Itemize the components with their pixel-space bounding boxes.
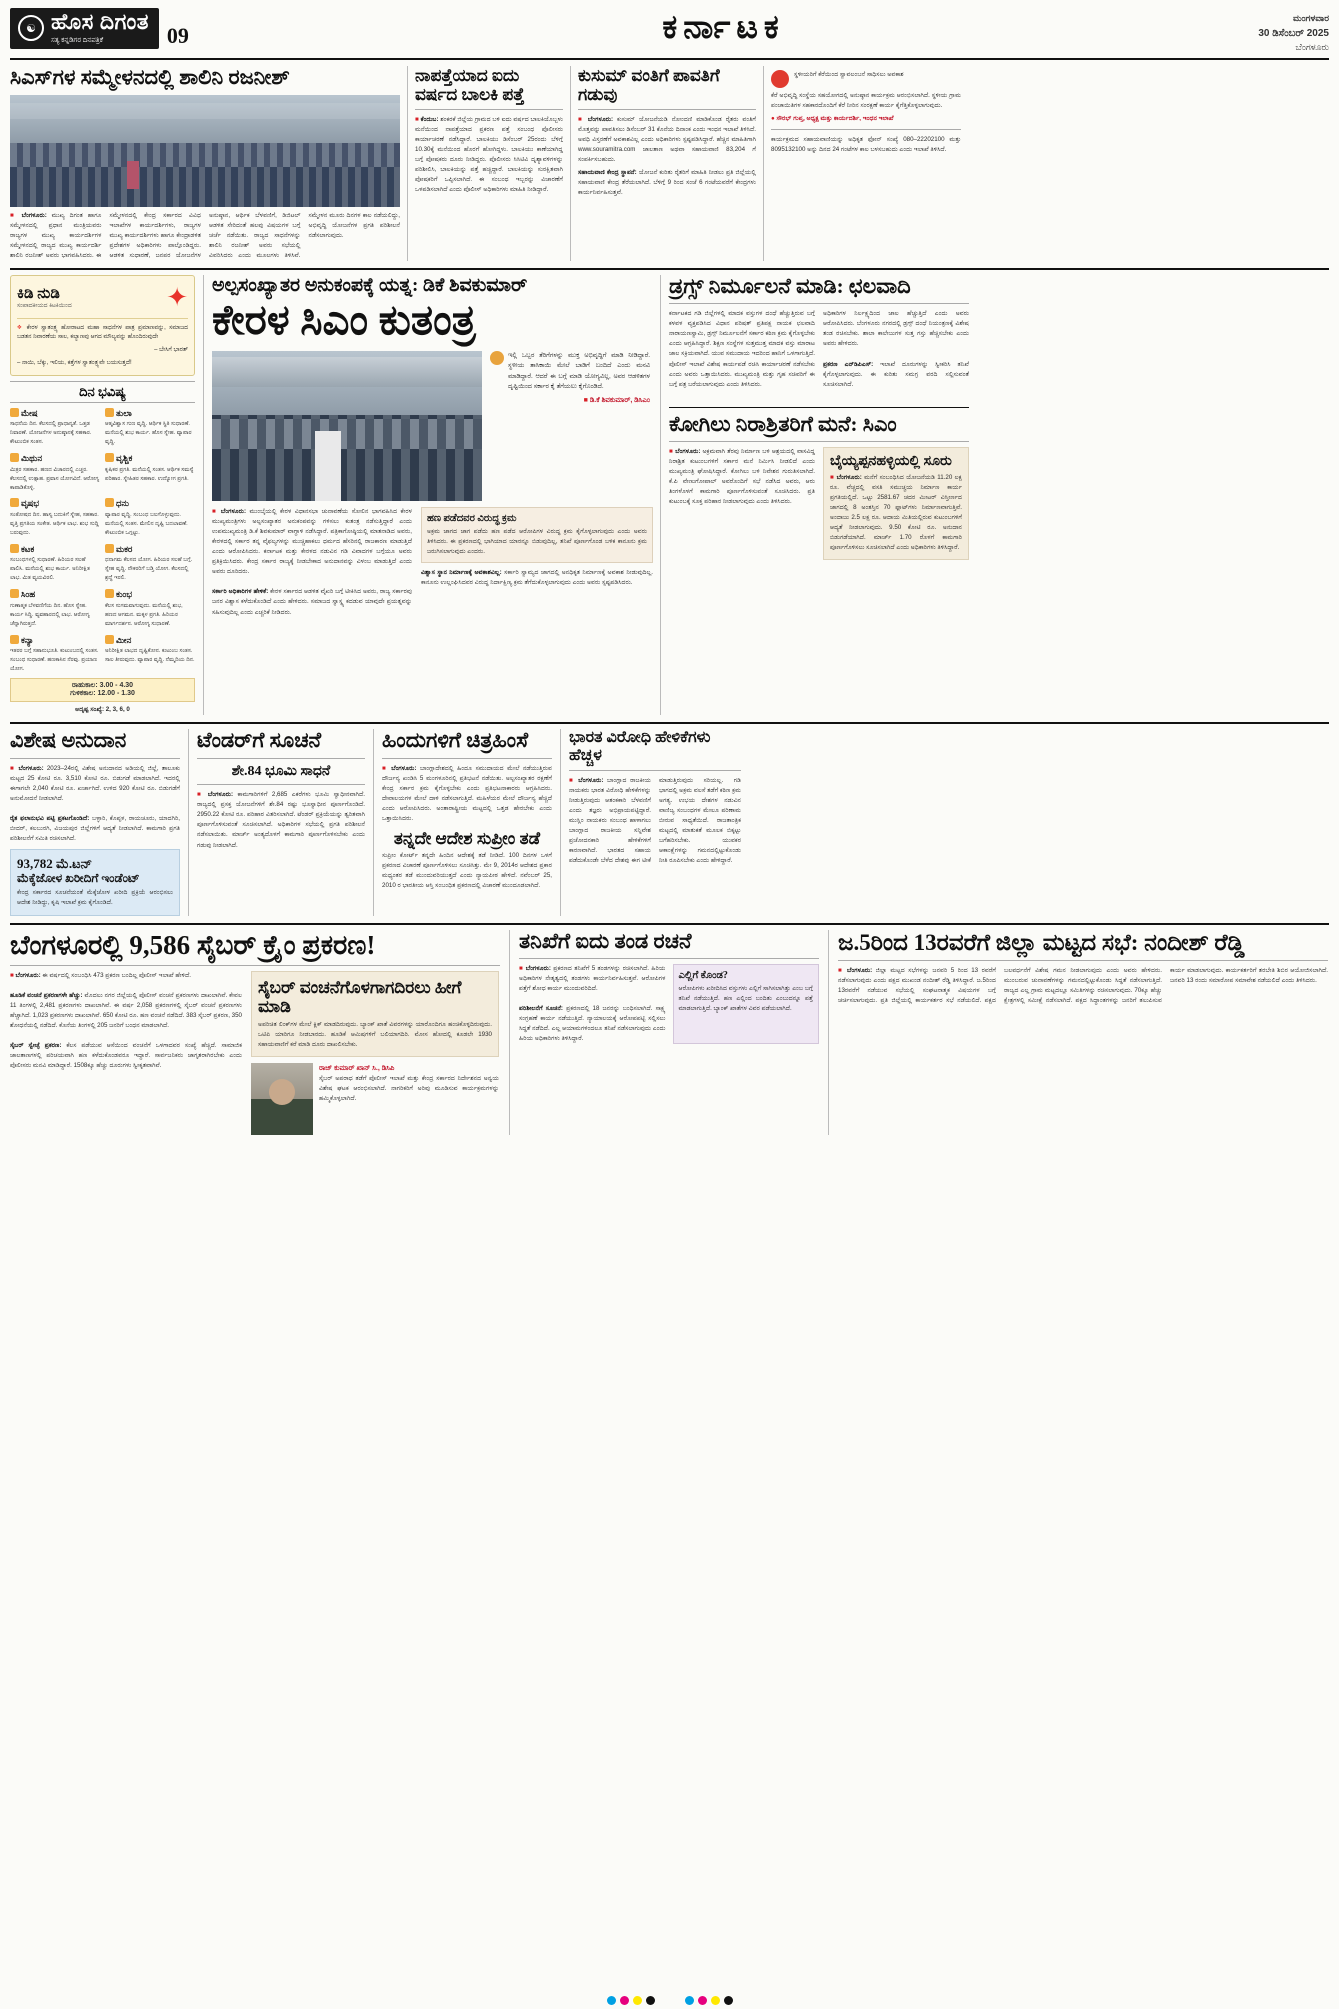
story-body: ■ ಬೆಂಗಳೂರು: ಪ್ರಕರಣದ ತನಿಖೆಗೆ 5 ತಂಡಗಳನ್ನು ರಚಿಸಲಾಗಿದೆ. ಹಿರಿಯ ಅಧಿಕಾರಿಗಳ ನೇತೃತ್ವದಲ್ಲಿ ತಂಡಗಳು ಕಾರ್ಯನಿರ್ವಹಿಸುತ್ತವೆ. ಆರೋಪಿಗಳ ಪತ್ತೆಗೆ ಶೋಧ ಕಾರ್ಯ ಮುಂದುವರಿದಿದೆ. ಪರಿಶೀಲನೆಗೆ ಸೂಚನೆ: ಪ್ರಕರಣದಲ್ಲಿ 18 ಜನರನ್ನು ಬಂಧಿಸಲಾಗಿದೆ. ಸಾಕ್ಷ್ಯ ಸಂಗ್ರಹಣೆ ಕಾರ್ಯ ನಡೆಯುತ್ತಿದೆ. ನ್ಯಾಯಾಲಯಕ್ಕೆ ಆರೋಪಪಟ್ಟಿ ಸಲ್ಲಿಸಲು ಸಿದ್ಧತೆ ನಡೆದಿದೆ. ಎಲ್ಲ ಆಯಾಮಗಳಿಂದಲೂ ತನಿಖೆ ನಡೆಸಲಾಗುವುದು ಎಂದು ಹಿರಿಯ ಅಧಿಕಾರಿಗಳು ತಿಳಿಸಿದ್ದಾರೆ.: [519, 965, 666, 1043]
tip-line-1: – ಬೇಸಿಗೆ ಭಾರತ್: [154, 347, 188, 354]
story-headline: ನಾಪತ್ತೆಯಾದ ಐದು ವರ್ಷದ ಬಾಲಕಿ ಪತ್ತೆ: [415, 66, 525, 105]
story-lead: ಸ್ಥಳೀಯರಿಗೆ ಕೆರೆಯಿಂದ ಸ್ವಾವಲಂಬನೆ ಸಾಧಿಸಲು ಅವಕಾಶ: [794, 71, 904, 78]
story-missing-girl: [415, 66, 563, 261]
where-bought-box: ಎಲ್ಲಿಗೆ ಕೊಂಡ? ಆರೋಪಿಗಳು ಖರೀದಿಸಿದ ವಸ್ತುಗಳು ಎಲ್ಲಿಗೆ ಸಾಗಿಸಲಾಗಿತ್ತು ಎಂಬ ಬಗ್ಗೆ ತನಿಖೆ ನಡೆಯುತ್ತಿದೆ. ಹಣ ಎಲ್ಲಿಂದ ಬಂದಿತು ಎಂಬುದನ್ನೂ ಪತ್ತೆ ಮಾಡಲಾಗುತ್ತಿದೆ. ಬ್ಯಾಂಕ್ ಖಾತೆಗಳ ವಿವರ ಪಡೆಯಲಾಗಿದೆ.: [673, 964, 820, 1044]
sidebar: [10, 275, 195, 715]
lucky-number: ಅದೃಷ್ಟ ಸಂಖ್ಯೆ: 2, 3, 6, 0: [75, 706, 130, 714]
zodiac-grid: [10, 407, 195, 674]
story-lake-selfreliance: [771, 66, 961, 261]
story-body-2: ಕಾರ್ಯಕ್ರಮದ ಸಹಾಯವಾಣಿಯನ್ನು ಅಧಿಕೃತ ಫೋನ್ ಸಂಖ್ಯೆ 080–22202100 ಮತ್ತು 8095132100 ಅನ್ನು ದಿನದ 24 ಗಂಟೆಗಳ ಕಾಲ ಬಳಸಬಹುದು ಎಂದು ಇಲಾಖೆ ತಿಳಿಸಿದೆ.: [771, 136, 961, 154]
zodiac-item: ಕಟಕ ಸಂಬಂಧಗಳಲ್ಲಿ ಸುಧಾರಣೆ. ಹಿರಿಯರ ಸಲಹೆ ಪಾಲಿಸಿ. ಮನೆಯಲ್ಲಿ ಶುಭ ಕಾರ್ಯ. ಅನಿರೀಕ್ಷಿತ ಲಾಭ. ಮಿತ ವ್ಯಯವಿರಲಿ.: [10, 543, 90, 582]
story-body: ■ ಕೆಂದುಬ: ಶಂಕರಕೆ ಜಿಲ್ಲೆಯ ಗ್ರಾಮದ ಬಳಿ ಐದು ವರ್ಷದ ಬಾಲಕಿಯೊಬ್ಬಳು ಮನೆಯಿಂದ ನಾಪತ್ತೆಯಾದ ಪ್ರಕರಣ ಪತ್ತೆ ಸಂಬಂಧ ಪೊಲೀಸರು ಕಾರ್ಯಾಚರಣೆ ನಡೆಸಿದ್ದಾರೆ. ಬಾಲಕಿಯು ಡಿಸೆಂಬರ್ 25ರಂದು ಬೆಳಿಗ್ಗೆ 10.30ಕ್ಕೆ ಮನೆಯಿಂದ ಹೊರಗೆ ಹೋಗಿದ್ದಳು. ಬಾಲಕಿಯು ಕಾಣೆಯಾಗಿದ್ದ ಬಗ್ಗೆ ಪೋಷಕರು ದೂರು ನೀಡಿದ್ದರು. ಪೊಲೀಸರು ಸಿಸಿಟಿವಿ ದೃಶ್ಯಾವಳಿಗಳನ್ನು ಪರಿಶೀಲಿಸಿ, ಬಾಲಕಿಯನ್ನು ಪತ್ತೆ ಹಚ್ಚಿದ್ದಾರೆ. ಬಾಲಕಿಯನ್ನು ಸುರಕ್ಷಿತವಾಗಿ ಪೋಷಕರಿಗೆ ಒಪ್ಪಿಸಲಾಗಿದೆ. ಈ ಸಂಬಂಧ ಇಬ್ಬರನ್ನು ವಿಚಾರಣೆಗೆ ಒಳಪಡಿಸಲಾಗಿದೆ ಎಂದು ಪೊಲೀಸ್ ಅಧಿಕಾರಿಗಳು ಮಾಹಿತಿ ನೀಡಿದ್ದಾರೆ.: [415, 116, 563, 194]
cmyk-registration-marks: [607, 1996, 733, 2005]
officer-photo: [251, 1063, 313, 1135]
sagittarius-icon: [105, 498, 114, 507]
drugs-headline: ಡ್ರಗ್ಸ್ ನಿರ್ಮೂಲನೆ ಮಾಡಿ: ಛಲವಾದಿ: [669, 273, 911, 298]
zodiac-heading: ದಿನ ಭವಿಷ್ಯ: [10, 381, 195, 403]
taurus-icon: [10, 453, 19, 462]
conference-photo: [10, 95, 400, 207]
kogilu-headline: ಕೋಗಿಲು ನಿರಾಶ್ರಿತರಿಗೆ ಮನೆ: ಸಿಎಂ: [669, 411, 897, 436]
drugs-body: ಕರ್ನಾಟಕದ ಗಡಿ ಜಿಲ್ಲೆಗಳಲ್ಲಿ ಮಾದಕ ವಸ್ತುಗಳ ದಂಧೆ ಹೆಚ್ಚುತ್ತಿರುವ ಬಗ್ಗೆ ಕಳವಳ ವ್ಯಕ್ತಪಡಿಸಿದ ವಿಧಾನ ಪರಿಷತ್ ಪ್ರತಿಪಕ್ಷ ನಾಯಕ ಛಲವಾದಿ ನಾರಾಯಣಸ್ವಾಮಿ, ಡ್ರಗ್ಸ್ ನಿರ್ಮೂಲನೆಗೆ ಸರ್ಕಾರ ಕಠಿಣ ಕ್ರಮ ಕೈಗೊಳ್ಳಬೇಕು ಎಂದು ಆಗ್ರಹಿಸಿದ್ದಾರೆ. ಶಿಕ್ಷಣ ಸಂಸ್ಥೆಗಳ ಸುತ್ತಮುತ್ತ ಮಾದಕ ವಸ್ತು ಮಾರಾಟ ಜಾಲ ಸಕ್ರಿಯವಾಗಿದೆ. ಯುವ ಸಮುದಾಯ ಇದರಿಂದ ಹಾನಿಗೆ ಒಳಗಾಗುತ್ತಿದೆ. ಪೊಲೀಸ್ ಇಲಾಖೆ ವಿಶೇಷ ಕಾರ್ಯಪಡೆ ರಚಿಸಿ ಕಾರ್ಯಾಚರಣೆ ನಡೆಸಬೇಕು ಎಂದು ಅವರು ಒತ್ತಾಯಿಸಿದರು. ಮುಖ್ಯಮಂತ್ರಿ ಮತ್ತು ಗೃಹ ಸಚಿವರಿಗೆ ಈ ಬಗ್ಗೆ ಪತ್ರ ಬರೆಯಲಾಗುವುದು ಎಂದು ತಿಳಿಸಿದರು. ಅಧಿಕಾರಿಗಳ ನಿರ್ಲಕ್ಷ್ಯದಿಂದ ಜಾಲ ಹೆಚ್ಚುತ್ತಿದೆ ಎಂದು ಅವರು ಆರೋಪಿಸಿದರು. ಬೆಂಗಳೂರು ನಗರದಲ್ಲಿ ಡ್ರಗ್ಸ್ ದಂಧೆ ನಿಯಂತ್ರಣಕ್ಕೆ ವಿಶೇಷ ತಂಡ ರಚಿಸಬೇಕು. ಶಾಲಾ ಕಾಲೇಜುಗಳ ಸುತ್ತ ಗಸ್ತು ಹೆಚ್ಚಿಸಬೇಕು ಎಂದು ಅವರು ಹೇಳಿದರು. ಪ್ರಕರಣ ಎನ್‌ಡಿಪಿಎಸ್: ಇಲಾಖೆ ದೂರುಗಳನ್ನು ಸ್ವೀಕರಿಸಿ ತನಿಖೆ ಕೈಗೊಳ್ಳಲಾಗುವುದು. ಈ ಕುರಿತು ಸಮಗ್ರ ವರದಿ ಸಲ್ಲಿಸುವಂತೆ ಸೂಚಿಸಲಾಗಿದೆ.: [669, 310, 969, 388]
story-five-teams: [519, 930, 819, 1135]
zodiac-item: ವೃಶ್ಚಿಕ ಕೃಷಿಕರ ಪ್ರಗತಿ. ಮನೆಯಲ್ಲಿ ಸಂತಸ. ಆರ್ಥಿಕ ಸಮಸ್ಯೆ ಪರಿಹಾರ. ಸ್ನೇಹಿತರ ಸಹಕಾರ. ಉದ್ಯೋಗ ಪ್ರಗತಿ.: [105, 453, 194, 482]
zodiac-item: ಧನು ವ್ಯಾಪಾರ ವೃದ್ಧಿ. ಸಂಬಂಧ ಬಲಗೊಳ್ಳುವುದು. ಮನೆಯಲ್ಲಿ ಸಂತಸ. ಮೇಲಿನ ದೃಷ್ಟಿ ಬದಲಾವಣೆ. ಕೌಟುಂಬಿಕ ಒಗ್ಗಟ್ಟು.: [105, 498, 188, 536]
story-headline: ತನಿಖೆಗೆ ಐದು ತಂಡ ರಚನೆ: [519, 928, 692, 953]
section-title: ಕರ್ನಾಟಕ: [662, 10, 785, 46]
page-number: 09: [166, 23, 189, 48]
story-headline: ಹಿಂದುಗಳಿಗೆ ಚಿತ್ರಹಿಂಸೆ: [382, 728, 529, 753]
officer-caption: ರಾಜ್ ಕುಮಾರ್ ಖಾನ್ ಸಿ., ಡಿಸಿಪಿ ಸೈಬರ್ ಅಪರಾಧ ತಡೆಗೆ ಪೊಲೀಸ್ ಇಲಾಖೆ ಮತ್ತು ಕೇಂದ್ರ ಸರ್ಕಾರದ ನಿರ್ದೇಶನದ ಅನ್ವಯ ವಿಶೇಷ ಘಟಕ ಆರಂಭಿಸಲಾಗಿದೆ. ನಾಗರಿಕರಿಗೆ ಅರಿವು ಮೂಡಿಸುವ ಕಾರ್ಯಕ್ರಮಗಳನ್ನು ಹಮ್ಮಿಕೊಳ್ಳಲಾಗಿದೆ.: [251, 1063, 499, 1135]
logo-title: ಹೊಸ ದಿಗಂತ: [51, 9, 149, 34]
story-headline: ಸಿಎಸ್‌ಗಳ ಸಮ್ಮೇಳನದಲ್ಲಿ ಶಾಲಿನಿ ರಜನೀಶ್: [10, 65, 290, 89]
story-anti-india: [569, 729, 741, 915]
capricorn-icon: [105, 544, 114, 553]
story-body: ■ ಬೆಂಗಳೂರು: 2023–24ರಲ್ಲಿ ವಿಶೇಷ ಅನುದಾನದ ಅಡಿಯಲ್ಲಿ ಜಿಲ್ಲೆ, ತಾಲೂಕು ಮಟ್ಟದ 25 ಕೋಟಿ ರೂ. 3,510 ಕೋಟಿ ರೂ. ಬಿಡುಗಡೆ ಮಾಡಲಾಗಿದೆ. ಇದರಲ್ಲಿ ಈಗಾಗಲೇ 2,040 ಕೋಟಿ ರೂ. ಖರ್ಚಾಗಿದೆ. ಉಳಿದ 920 ಕೋಟಿ ರೂ. ಬಿಡುಗಡೆಗೆ ಅನುಮೋದನೆ ನೀಡಲಾಗಿದೆ. ರೈತ ಫಲಾನುಭವಿ ಪಟ್ಟಿ ಪ್ರಕಟಗೊಂಡಿದೆ: ಬಳ್ಳಾರಿ, ಕೊಪ್ಪಳ, ರಾಯಚೂರು, ಯಾದಗಿರಿ, ಬೀದರ್, ಕಲಬುರಗಿ, ವಿಜಯಪುರ ಜಿಲ್ಲೆಗಳಿಗೆ ಆದ್ಯತೆ ನೀಡಲಾಗಿದೆ. ಕಾಮಗಾರಿ ಪ್ರಗತಿ ಪರಿಶೀಲನೆಗೆ ಸಮಿತಿ ರಚಿಸಲಾಗಿದೆ.: [10, 764, 180, 842]
pull-body: ಸುಪ್ರೀಂ ಕೋರ್ಟ್ ತನ್ನದೇ ಹಿಂದಿನ ಆದೇಶಕ್ಕೆ ತಡೆ ನೀಡಿದೆ. 100 ದಿನಗಳ ಒಳಗೆ ಪ್ರಕರಣದ ವಿಚಾರಣೆ ಪೂರ್ಣಗೊಳಿಸಲು ಸೂಚಿಸಿತ್ತು. ಮೇ 9, 2014ರ ಆದೇಶದ ಪ್ರಕಾರ ಮಧ್ಯಂತರ ತಡೆ ಮುಂದುವರಿಯುತ್ತದೆ ಎಂದು ನ್ಯಾಯಪೀಠ ಹೇಳಿದೆ. ನವೆಂಬರ್ 25, 2010 ರ ಭಾರತೀಯ ಆಸ್ತಿ ಸಂಬಂಧಿತ ಪ್ರಕರಣದಲ್ಲಿ ವಿಚಾರಣೆ ಮುಂದೂಡಲಾಗಿದೆ.: [382, 851, 552, 890]
lead-photo: [212, 351, 482, 501]
masthead: [10, 8, 1329, 60]
story-headline: ಟೆಂಡರ್‌ಗೆ ಸೂಚನೆ: [197, 728, 322, 753]
aquarius-icon: [105, 589, 114, 598]
tip-line-0: ❖ ಕೇರಳ ಸ್ವಾತಂತ್ರ್ಯ ಹೋರಾಟದ ಮಹಾ ಸಾಧನೆಗಳ ಪಾತ್ರ ಪ್ರಮಾಣವನ್ನು, ಸಮಾಜದ ಬಡತನ ನಿವಾರಣೆಯ ಸಾಲ, ಕಲ್ಯಾಣವು ಆಗದ ಮೌಲ್ಯವನ್ನು ಹೊಂದಿರುವುದೇ: [17, 324, 188, 341]
quote-attribution: ■ ಡಿ.ಕೆ ಶಿವಕುಮಾರ್, ಡಿಸಿಎಂ: [583, 396, 650, 404]
story-hindu-torture: [382, 729, 552, 915]
pisces-icon: [105, 635, 114, 644]
byappanahalli-box: ಬೈಯ್ಯಪ್ಪನಹಳ್ಳಿಯಲ್ಲಿ ಸೂರು ■ ಬೆಂಗಳೂರು: ಮನೆಗೆ ಸಂಬಂಧಿಸಿದ ಯೋಜನೆಯಡಿ 11.20 ಲಕ್ಷ ರೂ. ವೆಚ್ಚದಲ್ಲಿ ವಸತಿ ಸಮುಚ್ಚಯ ನಿರ್ಮಾಣ ಕಾರ್ಯ ಪ್ರಗತಿಯಲ್ಲಿದೆ. ಒಟ್ಟು 2581.67 ಚದರ ಮೀಟರ್ ವಿಸ್ತೀರ್ಣದ ಜಾಗದಲ್ಲಿ 8 ಅಂತಸ್ತಿನ 70 ಫ್ಲಾಟ್‌ಗಳು ನಿರ್ಮಾಣವಾಗುತ್ತಿವೆ. ಅಂದಾಜು 2.5 ಲಕ್ಷ ರೂ. ಆದಾಯ ಮಿತಿಯಲ್ಲಿರುವ ಕುಟುಂಬಗಳಿಗೆ ಆದ್ಯತೆ ನೀಡಲಾಗುವುದು. 9.50 ಕೋಟಿ ರೂ. ಅನುದಾನ ಬಿಡುಗಡೆಯಾಗಿದೆ. ಮಾರ್ಚ್ 1.70 ರೊಳಗೆ ಕಾಮಗಾರಿ ಪೂರ್ಣಗೊಳಿಸಲು ಸೂಚಿಸಲಾಗಿದೆ ಎಂದು ಅಧಿಕಾರಿಗಳು ತಿಳಿಸಿದ್ದಾರೆ.: [823, 447, 969, 560]
logo-subtitle: ಸತ್ಯ ಕನ್ನಡಿಗರ ದಿನಪತ್ರಿಕೆ: [51, 36, 104, 44]
zodiac-item: ಮೀನ ಅನಿರೀಕ್ಷಿತ ಲಾಭದ ದೃಷ್ಟಿಕೋನ. ಕುಟುಂಬ ಸಂತಸ. ಸಾಲ ತೀರುವುದು. ವ್ಯಾಪಾರ ವೃದ್ಧಿ. ನೆಮ್ಮದಿಯ ದಿನ.: [105, 634, 195, 664]
edition-label: ಬೆಂಗಳೂರು: [1295, 41, 1329, 52]
libra-icon: [105, 408, 114, 417]
action-box: ಹಣ ಪಡೆದವರ ವಿರುದ್ಧ ಕ್ರಮ ಅಕ್ರಮ ಜಾಗದ ಜಾಗ ಪಡೆದು ಹಣ ಪಡೆದ ಆರೋಪಿಗಳ ವಿರುದ್ಧ ಕ್ರಮ ಕೈಗೊಳ್ಳಲಾಗುವುದು ಎಂದು ಅವರು ತಿಳಿಸಿದರು. ಈ ಪ್ರಕರಣದಲ್ಲಿ ಭಾಗಿಯಾದ ಯಾರನ್ನೂ ಬಿಡುವುದಿಲ್ಲ, ತನಿಖೆ ಪೂರ್ಣಗೊಂಡ ಬಳಿಕ ಕಾನೂನು ಕ್ರಮ ಜರುಗಿಸಲಾಗುವುದು ಎಂದರು.: [421, 507, 653, 563]
lead-quote: ಇಲ್ಲಿ ಒಬ್ಬರ ತೆರಿಗೆಗಳನ್ನು ಮುಕ್ತ ಅಭಿವೃದ್ಧಿಗೆ ಮಾಡಿ ನೀಡಿದ್ದಾರೆ. ಸ್ಥಳೀಯ ತಾಸಿಕಾಯಿ ಮೇಲೆ ಬಾಡಿಗೆ ಬಂದಿದೆ ಎಂದು ಮನವಿ ಮಾಡಿದ್ದಾರೆ. ಆದರೆ ಈ ಬಗ್ಗೆ ಮಾಡಿ ಯೋಗ್ಯವಿಲ್ಲ, ಅವರ ಆಡಳಿತಗಳ ದೃಷ್ಟಿಯಿಂದ ಸರ್ಕಾರ ಕೈ ತೆಗೆಯಲು ಕೈಗೊಂಡಿದೆ. ■ ಡಿ.ಕೆ ಶಿವಕುಮಾರ್, ಡಿಸಿಎಂ: [490, 351, 650, 501]
zodiac-item: ಮಕರ ಧನಾಗಮ ಕೆಲಸದ ಯೋಗ. ಹಿರಿಯರ ಸಲಹೆ ಬಗ್ಗೆ. ಸ್ನೇಹ ವೃದ್ಧಿ. ನೌಕರರಿಗೆ ಬಡ್ತಿ ಯೋಗ. ಕೆಲಸದಲ್ಲಿ ಶ್ರದ್ಧೆ ಇರಲಿ.: [105, 543, 193, 582]
story-headline: ಕುಸುಮ್ ವಂತಿಗೆ ಪಾವತಿಗೆ ಗಡುವು: [578, 66, 720, 105]
lead-headline: ಕೇರಳ ಸಿಎಂ ಕುತಂತ್ರ: [212, 298, 476, 345]
scorpio-icon: [105, 453, 114, 462]
lead-kicker: ಅಲ್ಪಸಂಖ್ಯಾತರ ಅನುಕಂಪಕ್ಕೆ ಯತ್ನ: ಡಿಕೆ ಶಿವಕುಮಾರ್: [212, 274, 528, 296]
low-section: [10, 729, 1329, 915]
story-headline: ಜ.5ರಿಂದ 13ರವರೆಗೆ ಜಿಲ್ಲಾ ಮಟ್ಟದ ಸಭೆ: ನಂದೀಶ್ ರೆಡ್ಡಿ: [838, 929, 1245, 955]
story-body: ■ ಬೆಂಗಳೂರು: ಬಾಂಗ್ಲಾದೇಶದಲ್ಲಿ ಹಿಂದೂ ಸಮುದಾಯದ ಮೇಲೆ ನಡೆಯುತ್ತಿರುವ ದೌರ್ಜನ್ಯ ಖಂಡಿಸಿ 5 ಮಂಗಳೂರಿನಲ್ಲಿ ಪ್ರತಿಭಟನೆ ನಡೆಯಿತು. ಅಲ್ಪಸಂಖ್ಯಾತರ ರಕ್ಷಣೆಗೆ ಕೇಂದ್ರ ಸರ್ಕಾರ ಕ್ರಮ ಕೈಗೊಳ್ಳಬೇಕು ಎಂದು ಪ್ರತಿಭಟನಾಕಾರರು ಆಗ್ರಹಿಸಿದರು. ದೇವಾಲಯಗಳ ಮೇಲೆ ದಾಳಿ ನಡೆಸಲಾಗುತ್ತಿದೆ. ಮಹಿಳೆಯರ ಮೇಲೆ ದೌರ್ಜನ್ಯ ಹೆಚ್ಚಿದೆ ಎಂದು ಆರೋಪಿಸಿದರು. ಅಂತಾರಾಷ್ಟ್ರೀಯ ಮಟ್ಟದಲ್ಲಿ ಒತ್ತಡ ಹೇರಬೇಕು ಎಂದು ಒತ್ತಾಯಿಸಿದರು.: [382, 764, 552, 822]
zodiac-item: ಮಿಥುನ ಮಿತ್ರರ ಸಹಕಾರ. ಹಣದ ವಿಚಾರದಲ್ಲಿ ಎಚ್ಚರ. ಕೆಲಸದಲ್ಲಿ ಉತ್ಸಾಹ. ಪ್ರವಾಸ ಯೋಗವಿದೆ. ಆರೋಗ್ಯ ಕಾಪಾಡಿಕೊಳ್ಳಿ.: [10, 453, 100, 491]
top-section: [10, 60, 1329, 261]
virgo-icon: [10, 635, 19, 644]
story-tender: [197, 729, 365, 915]
story-body: ■ ಬೆಂಗಳೂರು: ಜಿಲ್ಲಾ ಮಟ್ಟದ ಸಭೆಗಳನ್ನು ಜನವರಿ 5 ರಿಂದ 13 ರವರೆಗೆ ನಡೆಸಲಾಗುವುದು ಎಂದು ಪಕ್ಷದ ಮುಖಂಡ ನಂದೀಶ್ ರೆಡ್ಡಿ ತಿಳಿಸಿದ್ದಾರೆ. ಜ.5ರಿಂದ 13ರವರೆಗೆ ನಡೆಯುವ ಸಭೆಯಲ್ಲಿ ಸಂಘಟನಾತ್ಮಕ ವಿಷಯಗಳ ಬಗ್ಗೆ ಚರ್ಚಿಸಲಾಗುವುದು. ಪ್ರತಿ ಜಿಲ್ಲೆಯಲ್ಲಿ ಕಾರ್ಯಕರ್ತರ ಸಭೆ ನಡೆಯಲಿದೆ. ಪಕ್ಷದ ಬಲವರ್ಧನೆಗೆ ವಿಶೇಷ ಗಮನ ನೀಡಲಾಗುವುದು ಎಂದು ಅವರು ಹೇಳಿದರು. ಮುಂಬರುವ ಚುನಾವಣೆಗಳನ್ನು ಗಮನದಲ್ಲಿಟ್ಟುಕೊಂಡು ಸಿದ್ಧತೆ ನಡೆಸಲಾಗುತ್ತಿದೆ. ರಾಜ್ಯದ ಎಲ್ಲ ಗ್ರಾಮ ಮಟ್ಟದಲ್ಲೂ ಸಮಿತಿಗಳನ್ನು ರಚಿಸಲಾಗುವುದು. 70ಕ್ಕೂ ಹೆಚ್ಚು ಕ್ಷೇತ್ರಗಳಲ್ಲಿ ಸಮೀಕ್ಷೆ ನಡೆಸಲಾಗಿದೆ. ಪಕ್ಷದ ಸಿದ್ಧಾಂತಗಳನ್ನು ಜನರಿಗೆ ತಲುಪಿಸುವ ಕಾರ್ಯ ಮಾಡಲಾಗುವುದು. ಕಾರ್ಯಕರ್ತರಿಗೆ ತರಬೇತಿ ಶಿಬಿರ ಆಯೋಜಿಸಲಾಗಿದೆ. ಜನವರಿ 13 ರಂದು ಸಮಾರೋಪ ಸಮಾವೇಶ ನಡೆಯಲಿದೆ ಎಂದು ತಿಳಿಸಿದರು.: [838, 967, 1328, 1005]
spark-icon: ✦: [166, 281, 188, 312]
alert-icon: [771, 70, 789, 88]
kogilu-body: ■ ಬೆಂಗಳೂರು: ಅಕ್ರಮವಾಗಿ ತೆರವು ನಿರ್ಮಾಣ ಬಳಿ ಆಶ್ರಯದಲ್ಲಿ ವಾಸವಿದ್ದ ನಿರಾಶ್ರಿತ ಕುಟುಂಬಗಳಿಗೆ ಸರ್ಕಾರ ಮನೆ ನಿರ್ಮಿಸಿ ನೀಡಲಿದೆ ಎಂದು ಮುಖ್ಯಮಂತ್ರಿ ಘೋಷಿಸಿದ್ದಾರೆ. ಕೋಗಿಲು ಬಳಿ ನಿವೇಶನ ಗುರುತಿಸಲಾಗಿದೆ. ಕೆ.ಪಿ ವೇಣುಗೋಪಾಲ್ ಅವರೊಂದಿಗೆ ಸಭೆ ನಡೆಸಿದ ಅವರು, ಆರು ತಿಂಗಳೊಳಗೆ ಕಾಮಗಾರಿ ಪೂರ್ಣಗೊಳಿಸುವಂತೆ ಸೂಚಿಸಿದರು. ಪ್ರತಿ ಕುಟುಂಬಕ್ಕೆ ಸೂಕ್ತ ಪರಿಹಾರ ನೀಡಲಾಗುವುದು ಎಂದು ತಿಳಿಸಿದರು.: [669, 448, 815, 506]
story-special-grant: [10, 729, 180, 915]
rahu-kala: ರಾಹುಕಾಲ: 3.00 - 4.30 ಗುಳಿಕಕಾಲ: 12.00 - 1.30: [10, 678, 195, 702]
story-cs-conference: [10, 66, 400, 261]
quote-mark-icon: [490, 351, 504, 365]
story-body: ■ ಬೆಂಗಳೂರು: ಮುಖ್ಯ ದಿಗಂತ ಹಾಗೂ ಸಮ್ಮೇಳನದಲ್ಲಿ ಪ್ರಧಾನ ಮಂತ್ರಿಯವರು ರಾಜ್ಯಗಳ ಮುಖ್ಯ ಕಾರ್ಯದರ್ಶಿಗಳ ಸಮ್ಮೇಳನದಲ್ಲಿ ರಾಜ್ಯದ ಮುಖ್ಯ ಕಾರ್ಯದರ್ಶಿ ಶಾಲಿನಿ ರಜನೀಶ್ ಅವರು ಭಾಗವಹಿಸಿದರು. ಈ ಸಮ್ಮೇಳನದಲ್ಲಿ ಕೇಂದ್ರ ಸರ್ಕಾರದ ವಿವಿಧ ಇಲಾಖೆಗಳ ಕಾರ್ಯದರ್ಶಿಗಳು, ರಾಜ್ಯಗಳ ಮುಖ್ಯ ಕಾರ್ಯದರ್ಶಿಗಳು ಹಾಗೂ ಕೇಂದ್ರಾಡಳಿತ ಪ್ರದೇಶಗಳ ಅಧಿಕಾರಿಗಳು ಪಾಲ್ಗೊಂಡಿದ್ದರು. ಆಡಳಿತ ಸುಧಾರಣೆ, ಜನಪರ ಯೋಜನೆಗಳ ಅನುಷ್ಠಾನ, ಆರ್ಥಿಕ ಬೆಳವಣಿಗೆ, ಡಿಜಿಟಲ್ ಆಡಳಿತ ಸೇರಿದಂತೆ ಹಲವು ವಿಷಯಗಳ ಬಗ್ಗೆ ಚರ್ಚೆ ನಡೆಯಿತು. ರಾಜ್ಯದ ಸಾಧನೆಗಳನ್ನು ಶಾಲಿನಿ ರಜನೀಶ್ ಅವರು ಸಭೆಯಲ್ಲಿ ವಿವರಿಸಿದರು ಎಂದು ಮೂಲಗಳು ತಿಳಿಸಿವೆ. ಸಮ್ಮೇಳನ ಮೂರು ದಿನಗಳ ಕಾಲ ನಡೆಯಲಿದ್ದು, ಅಭಿವೃದ್ಧಿ ಯೋಜನೆಗಳ ಪ್ರಗತಿ ಪರಿಶೀಲನೆ ನಡೆಸಲಾಗುವುದು.: [10, 211, 400, 259]
lead-body-2: ವಿಶ್ವಾಸ ಸ್ಥಾನ ನಿರ್ಮಾಣಕ್ಕೆ ಅವಕಾಶವಿಲ್ಲ: ಸರ್ಕಾರಿ ಸ್ವಾಮ್ಯದ ಜಾಗದಲ್ಲಿ ಅನಧಿಕೃತ ನಿರ್ಮಾಣಕ್ಕೆ ಅವಕಾಶ ನೀಡುವುದಿಲ್ಲ. ಕಾನೂನು ಉಲ್ಲಂಘಿಸಿದವರ ವಿರುದ್ಧ ನಿರ್ದಾಕ್ಷಿಣ್ಯ ಕ್ರಮ ತೆಗೆದುಕೊಳ್ಳಲಾಗುವುದು ಎಂದು ಅವರು ಸ್ಪಷ್ಟಪಡಿಸಿದರು.: [421, 569, 653, 587]
story-headline: ವಿಶೇಷ ಅನುದಾನ: [10, 728, 127, 753]
cancer-icon: [10, 544, 19, 553]
zodiac-item: ಮೇಷ ಸಾಧನೆಯ ದಿನ. ಕೆಲಸದಲ್ಲಿ ಪ್ರಾಧಾನ್ಯತೆ. ಒತ್ತಡ ನಿವಾರಣೆ. ಯೋಜನೆಗಳ ಅನುಷ್ಠಾನಕ್ಕೆ ಸಹಕಾರ. ಕೌಟುಂಬಿಕ ಸಂತಸ.: [10, 407, 92, 446]
story-district-meetings: [838, 930, 1328, 1135]
newspaper-logo: [10, 8, 159, 49]
date-label: 30 ಡಿಸೆಂಬರ್ 2025: [1258, 27, 1329, 39]
emblem-icon: ☯: [18, 15, 44, 41]
story-cybercrime: [10, 930, 500, 1135]
story-headline: ಭಾರತ ವಿರೋಧಿ ಹೇಳಿಕೆಗಳು ಹೆಚ್ಚಳ: [569, 729, 711, 765]
day-label: ಮಂಗಳವಾರ: [1292, 13, 1329, 23]
aries-icon: [10, 408, 19, 417]
editorial-tip-box: [10, 275, 195, 376]
gemini-icon: [10, 498, 19, 507]
lead-body: ■ ಬೆಂಗಳೂರು: ಮುಂಬೈಯಲ್ಲಿ ಕೇರಳ ವಿಧಾನಸಭಾ ಚುನಾವಣೆಯ ಸೋಲಿನ ಭಾಗವಹಿಸಿದ ಕೇರಳ ಮುಖ್ಯಮಂತ್ರಿಗಳು ಅಲ್ಪಸಂಖ್ಯಾತರ ಅನುಕಂಪವನ್ನು ಗಳಿಸಲು ಕುತಂತ್ರ ನಡೆಸುತ್ತಿದ್ದಾರೆ ಎಂದು ಉಪಮುಖ್ಯಮಂತ್ರಿ ಡಿ.ಕೆ ಶಿವಕುಮಾರ್ ವಾಗ್ದಾಳಿ ನಡೆಸಿದ್ದಾರೆ. ಪತ್ರಿಕಾಗೋಷ್ಠಿಯಲ್ಲಿ ಮಾತನಾಡಿದ ಅವರು, ಕೇರಳದಲ್ಲಿ ಸರ್ಕಾರ ತನ್ನ ವೈಫಲ್ಯಗಳನ್ನು ಮುಚ್ಚಿಹಾಕಲು ಧರ್ಮದ ಹೆಸರಿನಲ್ಲಿ ರಾಜಕಾರಣ ಮಾಡುತ್ತಿದೆ ಎಂದು ಆರೋಪಿಸಿದರು. ಕರ್ನಾಟಕ ಮತ್ತು ಕೇರಳದ ನಡುವಿನ ಗಡಿ ವಿವಾದಗಳ ಬಗ್ಗೆಯೂ ಅವರು ಪ್ರತಿಕ್ರಿಯಿಸಿದರು. ಕೇಂದ್ರ ಸರ್ಕಾರ ರಾಜ್ಯಕ್ಕೆ ನೀಡಬೇಕಾದ ಅನುದಾನವನ್ನು ವಿಳಂಬ ಮಾಡುತ್ತಿದೆ ಎಂದು ಅವರು ದೂರಿದರು. ಸರ್ಕಾರಿ ಅಧಿಕಾರಿಗಳ ಹೇಳಿಕೆ: ಕೇರಳ ಸರ್ಕಾರದ ಆಡಳಿತ ವೈಖರಿ ಬಗ್ಗೆ ಟೀಕಿಸಿದ ಅವರು, ರಾಜ್ಯ ಸರ್ಕಾರವು ಜನರ ವಿಶ್ವಾಸ ಕಳೆದುಕೊಂಡಿದೆ ಎಂದು ಹೇಳಿದರು. ಸಮಾಜದ ಸ್ವಾಸ್ಥ್ಯ ಕದಡುವ ಯಾವುದೇ ಪ್ರಯತ್ನವನ್ನು ಸಹಿಸುವುದಿಲ್ಲ ಎಂದು ಎಚ್ಚರಿಕೆ ನೀಡಿದರು.: [212, 508, 412, 616]
zodiac-item: ಸಿಂಹ ಗುಣಾತ್ಮಕ ಬೆಳವಣಿಗೆಯ ದಿನ. ಹೊಸ ಸ್ನೇಹ. ಕಾರ್ಯ ಸಿದ್ಧಿ. ವ್ಯವಹಾರದಲ್ಲಿ ಲಾಭ. ಆರೋಗ್ಯ ಚೆನ್ನಾಗಿರುತ್ತದೆ.: [10, 589, 90, 627]
lead-story: [212, 275, 652, 715]
logo-wrap: [10, 8, 189, 49]
story-body: ■ ಬೆಂಗಳೂರು: ಕುಸುಮ್ ಯೋಜನೆಯಡಿ ನೋಂದಣಿ ಮಾಡಿಕೊಂಡ ರೈತರು ವಂತಿಗೆ ಮೊತ್ತವನ್ನು ಪಾವತಿಸಲು ಡಿಸೆಂಬರ್ 31 ಕೊನೆಯ ದಿನಾಂಕ ಎಂದು ಇಂಧನ ಇಲಾಖೆ ತಿಳಿಸಿದೆ. ಅವಧಿ ವಿಸ್ತರಣೆಗೆ ಅವಕಾಶವಿಲ್ಲ ಎಂದು ಅಧಿಕಾರಿಗಳು ಸ್ಪಷ್ಟಪಡಿಸಿದ್ದಾರೆ. ಹೆಚ್ಚಿನ ಮಾಹಿತಿಗಾಗಿ www.souramitra.com ಜಾಲತಾಣ ಅಥವಾ ಸಹಾಯವಾಣಿ 83,204 ಗೆ ಸಂಪರ್ಕಿಸಬಹುದು.: [578, 116, 756, 164]
story-headline: ಬೆಂಗಳೂರಲ್ಲಿ 9,586 ಸೈಬರ್ ಕ್ರೈಂ ಪ್ರಕರಣ!: [10, 929, 376, 960]
bottom-section: [10, 930, 1329, 1135]
subhead: ಸಹಾಯವಾಣಿ ಕೇಂದ್ರ ಸ್ಥಾಪನೆ:: [578, 169, 637, 177]
right-column: [669, 275, 969, 715]
tip-line-2: – ನಾಯಿ, ಬೆಕ್ಕು, ಇಲಿಯ, ಕತ್ತೆಗಳ ಸ್ವಾತಂತ್ರ್ಯವೇ ಬಯಸುತ್ತದೆ!: [17, 359, 132, 366]
story-kusum-deadline: ಕುಸುಮ್ ವಂತಿಗೆ ಪಾವತಿಗೆ ಗಡುವು ■ ಬೆಂಗಳೂರು: ಕುಸುಮ್ ಯೋಜನೆಯಡಿ ನೋಂದಣಿ ಮಾಡಿಕೊಂಡ ರೈತರು ವಂತಿಗೆ ಮೊತ್ತವನ್ನು ಪಾವತಿಸಲು ಡಿಸೆಂಬರ್ 31 ಕೊನೆಯ ದಿನಾಂಕ ಎಂದು ಇಂಧನ ಇಲಾಖೆ ತಿಳಿಸಿದೆ. ಅವಧಿ ವಿಸ್ತರಣೆಗೆ ಅವಕಾಶವಿಲ್ಲ ಎಂದು ಅಧಿಕಾರಿಗಳು ಸ್ಪಷ್ಟಪಡಿಸಿದ್ದಾರೆ. ಹೆಚ್ಚಿನ ಮಾಹಿತಿಗಾಗಿ www.souramitra.com ಜಾಲತಾಣ ಅಥವಾ ಸಹಾಯವಾಣಿ 83,204 ಗೆ ಸಂಪರ್ಕಿಸಬಹುದು. ಸಹಾಯವಾಣಿ ಕೇಂದ್ರ ಸ್ಥಾಪನೆ: ಯೋಜನೆ ಕುರಿತು ರೈತರಿಗೆ ಮಾಹಿತಿ ನೀಡಲು ಪ್ರತಿ ಜಿಲ್ಲೆಯಲ್ಲಿ ಸಹಾಯವಾಣಿ ಕೇಂದ್ರ ತೆರೆಯಲಾಗಿದೆ. ಬೆಳಿಗ್ಗೆ 9 ರಿಂದ ಸಂಜೆ 6 ಗಂಟೆಯವರೆಗೆ ಕೇಂದ್ರಗಳು ಕಾರ್ಯನಿರ್ವಹಿಸುತ್ತವೆ.: [578, 66, 756, 197]
pull-headline: ತನ್ನದೇ ಆದೇಶ ಸುಪ್ರೀಂ ತಡೆ: [393, 828, 541, 848]
cyber-tips-box: ಸೈಬರ್ ವಂಚನೆಗೊಳಗಾಗದಿರಲು ಹೀಗೆ ಮಾಡಿ ಅಪರಿಚಿತ ಲಿಂಕ್‌ಗಳ ಮೇಲೆ ಕ್ಲಿಕ್ ಮಾಡದಿರುವುದು. ಬ್ಯಾಂಕ್ ಖಾತೆ ವಿವರಗಳನ್ನು ಯಾರೊಂದಿಗೂ ಹಂಚಿಕೊಳ್ಳದಿರುವುದು. ಒಟಿಪಿ ಯಾರಿಗೂ ನೀಡಬಾರದು. ಹೂಡಿಕೆ ಆಮಿಷಗಳಿಗೆ ಬಲಿಯಾಗದಿರಿ. ಮೋಸ ಹೋದಲ್ಲಿ ಕೂಡಲೇ 1930 ಸಹಾಯವಾಣಿಗೆ ಕರೆ ಮಾಡಿ ದೂರು ದಾಖಲಿಸಬೇಕು.: [251, 971, 499, 1057]
zodiac-item: ಕುಂಭ ಕೆಲಸ ಸುಗಮವಾಗುವುದು. ಮನೆಯಲ್ಲಿ ಶುಭ, ಹಣದ ಆಗಮನ. ಮಕ್ಕಳ ಪ್ರಗತಿ. ಹಿರಿಯರ ಮಾರ್ಗದರ್ಶನ. ಆರೋಗ್ಯ ಸುಧಾರಣೆ.: [105, 589, 183, 627]
zodiac-item: ತುಲಾ ಆತ್ಮವಿಶ್ವಾಸ ಗುಣ ವೃದ್ಧಿ. ಆರ್ಥಿಕ ಸ್ಥಿತಿ ಸುಧಾರಣೆ. ಮನೆಯಲ್ಲಿ ಶುಭ ಕಾರ್ಯ. ಹೊಸ ಸ್ನೇಹ. ವ್ಯಾಪಾರ ವೃದ್ಧಿ.: [105, 407, 192, 446]
zodiac-item: ಕನ್ಯಾ ಇತರರ ಬಗ್ಗೆ ಸಹಾನುಭೂತಿ. ಕುಟುಂಬದಲ್ಲಿ ಸಂತಸ. ಸಂಬಂಧ ಸುಧಾರಣೆ. ಹಣಕಾಸಿನ ನೆರವು. ಪ್ರಯಾಣ ಯೋಗ.: [10, 634, 99, 673]
tip-title: ಕಿಡಿ ನುಡಿ: [17, 285, 60, 302]
leo-icon: [10, 589, 19, 598]
story-subhead: ಶೇ.84 ಭೂಮಿ ಸಾಧನೆ: [231, 763, 331, 779]
maize-indent-box: 93,782 ಮೆ.ಟನ್ ಮೆಕ್ಕೆಜೋಳ ಖರೀದಿಗೆ ಇಂಡೆಂಟ್ ಕೇಂದ್ರ ಸರ್ಕಾರದ ಸೂಚನೆಯಂತೆ ಮೆಕ್ಕೆಜೋಳ ಖರೀದಿ ಪ್ರಕ್ರಿಯೆ ಆರಂಭಿಸಲು ಆದೇಶ ನೀಡಿದ್ದು, ಕೃಷಿ ಇಲಾಖೆ ಕ್ರಮ ಕೈಗೊಂಡಿದೆ.: [10, 849, 180, 916]
story-body: ■ ಬೆಂಗಳೂರು: ಕಾಮಗಾರಿಗಳಿಗೆ 2,685 ಎಕರೆಗಳು ಭೂಮಿ ಸ್ವಾಧೀನವಾಗಿದೆ. ರಾಜ್ಯದಲ್ಲಿ ಪ್ರಸಕ್ತ ಯೋಜನೆಗಳಿಗೆ ಶೇ.84 ರಷ್ಟು ಭೂಸ್ವಾಧೀನ ಪೂರ್ಣಗೊಂಡಿದೆ. 2950.22 ಕೋಟಿ ರೂ. ಪರಿಹಾರ ವಿತರಿಸಲಾಗಿದೆ. ಟೆಂಡರ್ ಪ್ರಕ್ರಿಯೆಯನ್ನು ತ್ವರಿತವಾಗಿ ಪೂರ್ಣಗೊಳಿಸುವಂತೆ ಸೂಚಿಸಲಾಗಿದೆ. ಅಧಿಕಾರಿಗಳ ಸಭೆಯಲ್ಲಿ ಪ್ರಗತಿ ಪರಿಶೀಲನೆ ನಡೆಸಲಾಯಿತು. ಮಾರ್ಚ್ ಅಂತ್ಯದೊಳಗೆ ಕಾಮಗಾರಿ ಪೂರ್ಣಗೊಳಿಸಬೇಕು ಎಂದು ಗಡುವು ನೀಡಲಾಗಿದೆ.: [197, 791, 365, 849]
story-body: ■ ಬೆಂಗಳೂರು: ಬಾಂಗ್ಲಾದ ರಾಜಕೀಯ ನಾಯಕರು ಭಾರತ ವಿರೋಧಿ ಹೇಳಿಕೆಗಳನ್ನು ನೀಡುತ್ತಿರುವುದು ಆತಂಕಕಾರಿ ಬೆಳವಣಿಗೆ ಎಂದು ತಜ್ಞರು ಅಭಿಪ್ರಾಯಪಟ್ಟಿದ್ದಾರೆ. ಮುಸ್ಲಿಂ ನಾಯಕರು ಸಂಬಂಧ ಹಾಳಾಗಲು ಬಾಂಗ್ಲಾದ ರಾಜಕೀಯ ಸನ್ನಿವೇಶ ಪ್ರಚೋದನಕಾರಿ ಹೇಳಿಕೆಗಳಿಗೆ ಕಾರಣವಾಗಿದೆ. ಭಾರತದ ಸಹಾಯ ಪಡೆದುಕೊಂಡೇ ಬೆಳೆದ ದೇಶವು ಈಗ ಟೀಕೆ ಮಾಡುತ್ತಿರುವುದು ಸರಿಯಲ್ಲ. ಗಡಿ ಭಾಗದಲ್ಲಿ ಅಕ್ರಮ ವಲಸೆ ತಡೆಗೆ ಕಠಿಣ ಕ್ರಮ ಅಗತ್ಯ. ಉಭಯ ದೇಶಗಳ ನಡುವಿನ ವಾಣಿಜ್ಯ ಸಂಬಂಧಗಳ ಮೇಲೂ ಪರಿಣಾಮ ಬೀರುವ ಸಾಧ್ಯತೆಯಿದೆ. ರಾಜತಾಂತ್ರಿಕ ಮಟ್ಟದಲ್ಲಿ ಮಾತುಕತೆ ಮೂಲಕ ಬಿಕ್ಕಟ್ಟು ಬಗೆಹರಿಸಬೇಕು. ಯುವಕರ ಆಕಾಂಕ್ಷೆಗಳನ್ನು ಗಮನದಲ್ಲಿಟ್ಟುಕೊಂಡು ನೀತಿ ರೂಪಿಸಬೇಕು ಎಂದು ಹೇಳಿದ್ದಾರೆ.: [569, 776, 741, 865]
story-body: ■ ಬೆಂಗಳೂರು: ಈ ವರ್ಷದಲ್ಲಿ ಸಂಬಂಧಿಸಿ 473 ಪ್ರಕರಣ ಬಂದಿಲ್ಲ ಪೊಲೀಸ್ ಇಲಾಖೆ ಹೇಳಿದೆ. ಹೂಡಿಕೆ ವಂಚನೆ ಪ್ರಕರಣಗಳೇ ಹೆಚ್ಚು: ಮೊದಲು ನಗರ ಜಿಲ್ಲೆಯಲ್ಲಿ ಪೊಲೀಸ್ ವಂಚನೆ ಪ್ರಕರಣಗಳು ದಾಖಲಾಗಿವೆ. ಕೇವಲ 11 ತಿಂಗಳಲ್ಲಿ 2,481 ಪ್ರಕರಣಗಳು ದಾಖಲಾಗಿವೆ. ಈ ವರ್ಷ 2,058 ಪ್ರಕರಣಗಳಲ್ಲಿ ಸೈಬರ್ ವಂಚನೆ ಪ್ರಕರಣಗಳು ಹೆಚ್ಚಾಗಿದೆ. 1,023 ಪ್ರಕರಣಗಳು ದಾಖಲಾಗಿವೆ. 650 ಕೋಟಿ ರೂ. ಹಣ ವಂಚನೆ ನಡೆದಿದೆ. 383 ಸೈಬರ್ ಪ್ರಕರಣ, 350 ಶೋಧನೆಯಲ್ಲಿ ನಡೆದಿದೆ. ಕೊನೆಯ ತಿಂಗಳಲ್ಲಿ 205 ಜನರಿಗೆ ಬಂಧನ ಮಾಡಲಾಗಿದೆ. ಸೈಬರ್ ಸ್ವೇಚ್ಛೆ ಪ್ರಕರಣ: ಕೆಲಸ ಪಡೆಯುವ ಆಸೆಯಿಂದ ವಂಚನೆಗೆ ಒಳಗಾದವರ ಸಂಖ್ಯೆ ಹೆಚ್ಚಿದೆ. ಸಾಮಾಜಿಕ ಜಾಲತಾಣಗಳಲ್ಲಿ ಪರಿಚಯವಾಗಿ ಹಣ ಕಳೆದುಕೊಂಡವರೂ ಇದ್ದಾರೆ. ಸಾರ್ವಜನಿಕರು ಜಾಗೃತರಾಗಿರಬೇಕು ಎಂದು ಪೊಲೀಸರು ಮನವಿ ಮಾಡಿದ್ದಾರೆ. 1508ಕ್ಕೂ ಹೆಚ್ಚು ದೂರುಗಳು ಸ್ವೀಕೃತವಾಗಿವೆ.: [10, 971, 242, 1070]
byline: ● ಸೌರಭ್ ಗುಪ್ತ, ಅಧ್ಯಕ್ಷ ಮತ್ತು ಕಾರ್ಯದರ್ಶಿ, ಇಂಧನ ಇಲಾಖೆ: [771, 115, 894, 123]
story-body: ಕೆರೆ ಅಭಿವೃದ್ಧಿ ಸಂಸ್ಥೆಯ ಸಹಯೋಗದಲ್ಲಿ ಅನುಷ್ಠಾನ ಕಾರ್ಯಕ್ರಮ ಆರಂಭಿಸಲಾಗಿದೆ. ಸ್ಥಳೀಯ ಗ್ರಾಮ ಪಂಚಾಯಿತಿಗಳ ಸಹಕಾರದೊಂದಿಗೆ ಕೆರೆ ನೀರಿನ ಸಂರಕ್ಷಣೆ ಕಾರ್ಯ ಕೈಗೆತ್ತಿಕೊಳ್ಳಲಾಗುವುದು.: [771, 92, 961, 110]
zodiac-item: ವೃಷಭ ಸಂತೋಷದ ದಿನ. ಹಾಸ್ಯ ಬದುಕಿಗೆ ಸ್ನೇಹ, ಸಹಕಾರ. ವೃತ್ತಿ ಪ್ರಗತಿಯ ಸಂಕೇತ. ಆರ್ಥಿಕ ಲಾಭ. ಶುಭ ಸುದ್ದಿ ಬರುವುದು.: [10, 498, 99, 536]
tip-subtitle: ಸಂಪಾದಕೀಯದ ಕಿಟಕಿಯಿಂದ: [17, 302, 72, 309]
masthead-date: [1258, 8, 1329, 54]
mid-section: [10, 275, 1329, 715]
